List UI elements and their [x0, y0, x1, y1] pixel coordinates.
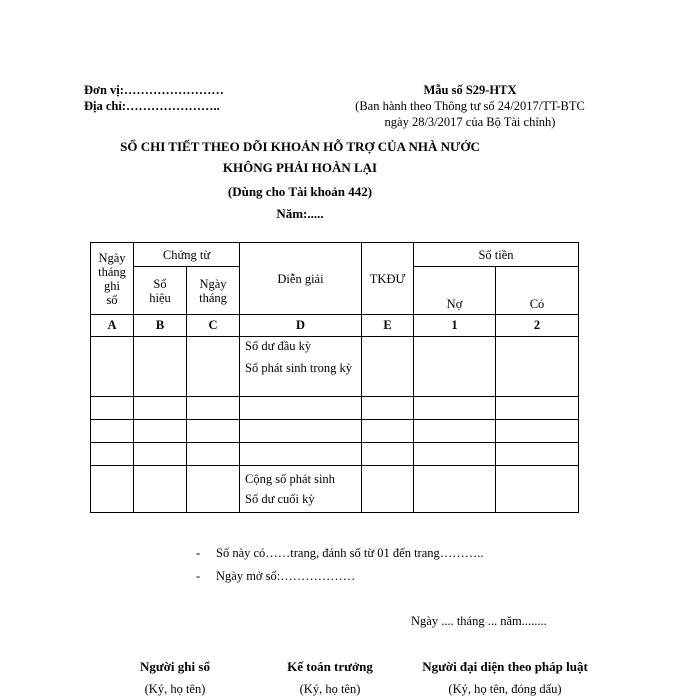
signature-legal-rep-title: Người đại diện theo pháp luật [422, 659, 588, 674]
code-2: 2 [496, 315, 579, 337]
doc-year: Năm:..... [276, 206, 324, 221]
signature-chief-accountant-sub: (Ký, họ tên) [299, 682, 361, 696]
table-row [91, 397, 579, 420]
doc-title-line-3: (Dùng cho Tài khoản 442) [227, 184, 373, 199]
closing-balance-label: Số dư cuối kỳ [245, 491, 315, 506]
table-row [91, 337, 579, 397]
date-line: Ngày .... tháng ... năm........ [411, 614, 547, 628]
doc-title-line-1: SỔ CHI TIẾT THEO DÕI KHOẢN HỖ TRỢ CỦA NHÀ NƯỚC [120, 139, 480, 154]
code-b: B [134, 315, 187, 337]
signature-chief-accountant-title: Kế toán trưởng [287, 659, 373, 674]
header-voucher-date: Ngày tháng [187, 267, 240, 315]
code-a: A [91, 315, 134, 337]
signature-recorder-sub: (Ký, họ tên) [144, 682, 206, 696]
code-d: D [240, 315, 362, 337]
opening-balance-cell [240, 337, 362, 397]
unit-label: Đơn vị:…………………… [84, 83, 224, 97]
total-arising-label: Cộng số phát sinh [245, 471, 335, 486]
table-row [91, 443, 579, 466]
note-dash-1: - [196, 546, 201, 560]
opening-balance-label: Số dư đầu kỳ [245, 339, 312, 353]
address-label: Địa chỉ:………………….. [84, 99, 220, 113]
code-c: C [187, 315, 240, 337]
header-description: Diễn giải [240, 243, 362, 315]
period-arising-label: Số phát sinh trong kỳ [245, 361, 352, 375]
header-credit: Có [496, 267, 579, 315]
header-counter-account: TKĐƯ [362, 243, 414, 315]
form-code: Mẫu số S29-HTX [423, 83, 517, 97]
header-amount: Số tiền [414, 243, 579, 267]
header-voucher-no: Số hiệu [134, 267, 187, 315]
ledger-table [90, 242, 579, 513]
header-date-recorded: Ngày tháng ghi sổ [91, 243, 134, 315]
issued-line-1: (Ban hành theo Thông tư số 24/2017/TT-BTC [355, 99, 585, 113]
issued-line-2: ngày 28/3/2017 của Bộ Tài chính) [384, 115, 556, 129]
note-pages: Sổ này có……trang, đánh số từ 01 đến trang……….. [216, 546, 484, 560]
code-1: 1 [414, 315, 496, 337]
signature-legal-rep-sub: (Ký, họ tên, đóng dấu) [448, 682, 562, 696]
note-open-date: Ngày mở sổ:……………… [216, 569, 356, 583]
header-debit: Nợ [414, 267, 496, 315]
header-voucher: Chứng từ [134, 243, 240, 267]
note-dash-2: - [196, 569, 201, 583]
signature-recorder-title: Người ghi sổ [140, 659, 210, 674]
table-row [91, 420, 579, 443]
code-e: E [362, 315, 414, 337]
doc-title-line-2: KHÔNG PHẢI HOÀN LẠI [222, 160, 378, 175]
table-row [91, 466, 579, 513]
totals-cell [240, 466, 362, 513]
